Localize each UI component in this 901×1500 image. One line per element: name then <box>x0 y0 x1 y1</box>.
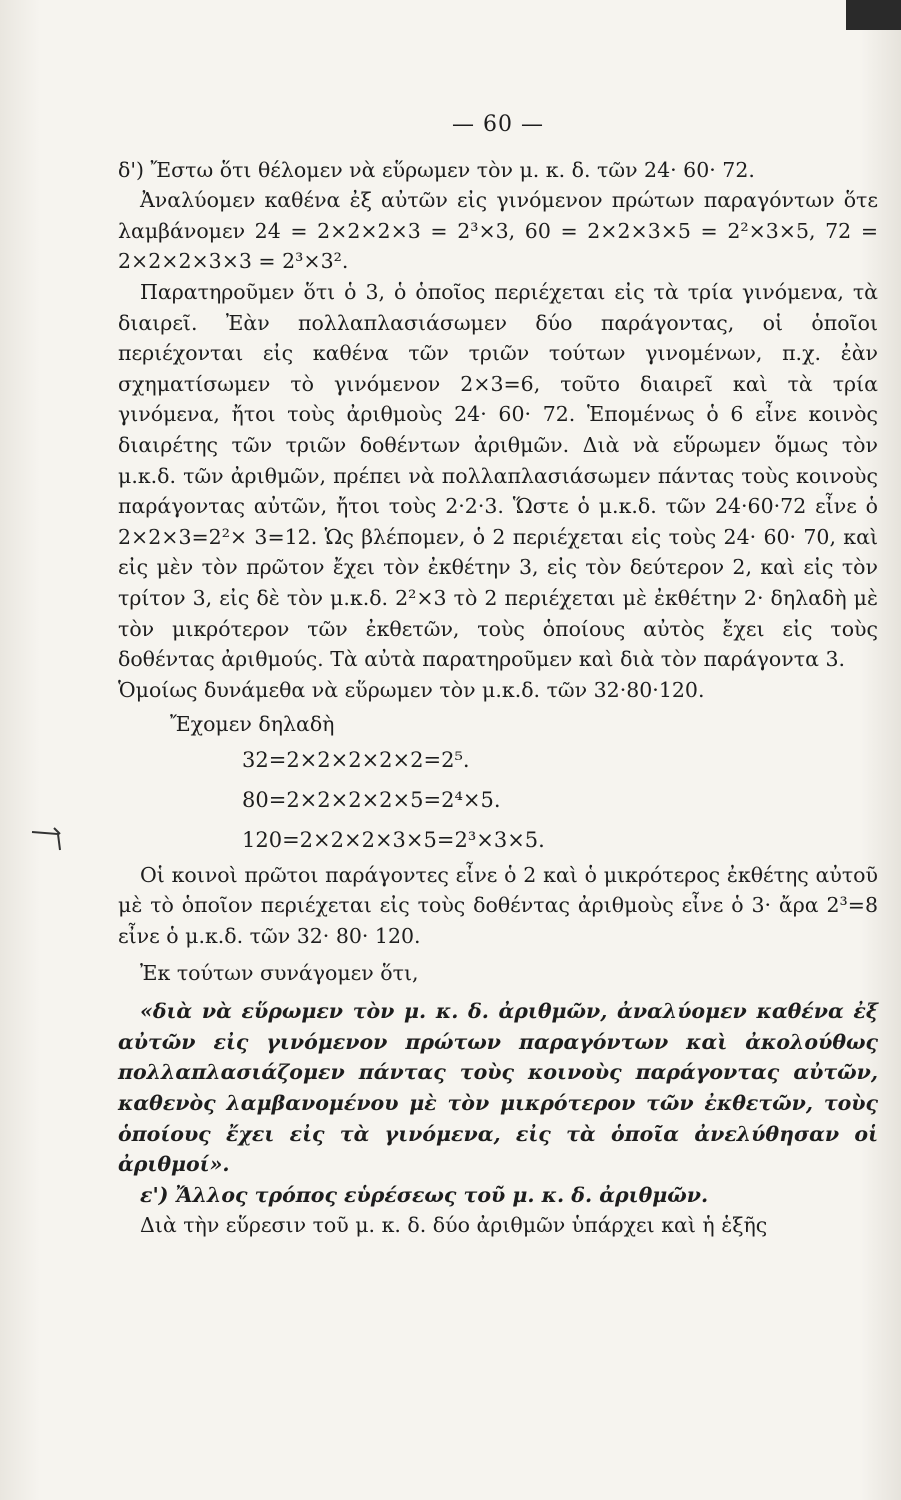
page-content <box>118 110 878 1241</box>
paragraph-factorization: Ἀναλύομεν καθένα ἐξ αὐτῶν εἰς γινόμενον πρώτων παραγόντων ὅτε λαμβάνομεν 24 = 2×2×2×3 = 2³×3, 60 = 2×2×3×5 = 2²×3×5, 72 = 2×2×2×3×3 = 2³×3². <box>118 188 878 274</box>
equation-line: 32=2×2×2×2×2=2⁵. <box>242 747 470 772</box>
equations-lead: Ἔχομεν δηλαδὴ <box>170 712 335 737</box>
conclusion-lead: Ἐκ τούτων συνάγομεν ὅτι, <box>140 960 419 985</box>
paragraph-common-factors: Οἱ κοινοὶ πρῶτοι παράγοντες εἶνε ὁ 2 καὶ ὁ μικρότερος ἐκθέτης αὐτοῦ μὲ τὸ ὁποῖον περιέχεται εἰς τοὺς δοθέντας ἀριθμοὺς εἶνε ὁ 3· ἄρα 2³=8 εἶνε ὁ μ.κ.δ. τῶν 32· 80· 120. <box>118 862 878 949</box>
equation-list <box>118 740 878 860</box>
paragraph-delta-intro: δ') Ἔστω ὅτι θέλομεν νὰ εὕρωμεν τὸν μ. κ. δ. τῶν 24· 60· 72. <box>118 157 755 182</box>
section-heading-epsilon: ε') Ἄλλος τρόπος εὑρέσεως τοῦ μ. κ. δ. ἀριθμῶν. <box>140 1182 709 1207</box>
gcd-rule-statement: «διὰ νὰ εὕρωμεν τὸν μ. κ. δ. ἀριθμῶν, ἀναλύομεν καθένα ἐξ αὐτῶν εἰς γινόμενον πρώτων παραγόντων καὶ ἀκολούθως πολλαπλασιάζομεν πάντας τοὺς κοινοὺς παράγοντας αὐτῶν, καθενὸς λαμβανομένου μὲ τὸν μικρότερον τῶν ἐκθετῶν, τοὺς ὁποίους ἔχει εἰς τὰ γινόμενα, εἰς τὰ ὁποῖα ἀνελύθησαν οἱ ἀριθμοί». <box>118 999 878 1177</box>
binding-mark <box>846 0 901 30</box>
paragraph-observation: Παρατηροῦμεν ὅτι ὁ 3, ὁ ὁποῖος περιέχεται εἰς τὰ τρία γινόμενα, τὰ διαιρεῖ. Ἐὰν πολλαπλασιάσωμεν δύο παράγοντας, οἱ ὁποῖοι περιέχονται εἰς καθένα τῶν τριῶν τούτων γινομένων, π.χ. ἐὰν σχηματίσωμεν τὸ γινόμενον 2×3=6, τοῦτο διαιρεῖ καὶ τὰ τρία γινόμενα, ἤτοι τοὺς ἀριθμοὺς 24· 60· 72. Ἑπομένως ὁ 6 εἶνε κοινὸς διαιρέτης τῶν τριῶν δοθέντων ἀριθμῶν. Διὰ νὰ εὕρωμεν ὅμως τὸν μ.κ.δ. τῶν ἀριθμῶν, πρέπει νὰ πολλαπλασιάσωμεν πάντας τοὺς κοινοὺς παράγοντας αὐτῶν, ἤτοι τοὺς 2·2·3. Ὥστε ὁ μ.κ.δ. τῶν 24·60·72 εἶνε ὁ 2×2×3=2²× 3=12. Ὡς βλέπομεν, ὁ 2 περιέχεται εἰς τοὺς 24· 60· 70, καὶ εἰς μὲν τὸν πρῶτον ἔχει τὸν ἐκθέτην 3, εἰς τὸν δεύτερον 2, καὶ εἰς τὸν τρίτον 3, εἰς δὲ τὸν μ.κ.δ. 2²×3 τὸ 2 περιέχεται μὲ ἐκθέτην 2· δηλαδὴ μὲ τὸν μικρότερον τῶν ἐκθετῶν, τοὺς ὁποίους αὐτὸς ἔχει εἰς τοὺς δοθέντας ἀριθμούς. Τὰ αὐτὰ παρατηροῦμεν καὶ διὰ τὸν παράγοντα 3. <box>118 279 878 672</box>
equation-line: 80=2×2×2×2×5=2⁴×5. <box>242 787 501 812</box>
paragraph-last-line: Διὰ τὴν εὕρεσιν τοῦ μ. κ. δ. δύο ἀριθμῶν ὑπάρχει καὶ ἡ ἑξῆς <box>140 1213 768 1238</box>
paragraph-similarly: Ὁμοίως δυνάμεθα νὰ εὕρωμεν τὸν μ.κ.δ. τῶν 32·80·120. <box>118 677 705 702</box>
pencil-margin-mark-icon <box>30 822 72 852</box>
equation-line: 120=2×2×2×3×5=2³×3×5. <box>242 827 545 852</box>
page-number: — 60 — <box>452 112 544 137</box>
